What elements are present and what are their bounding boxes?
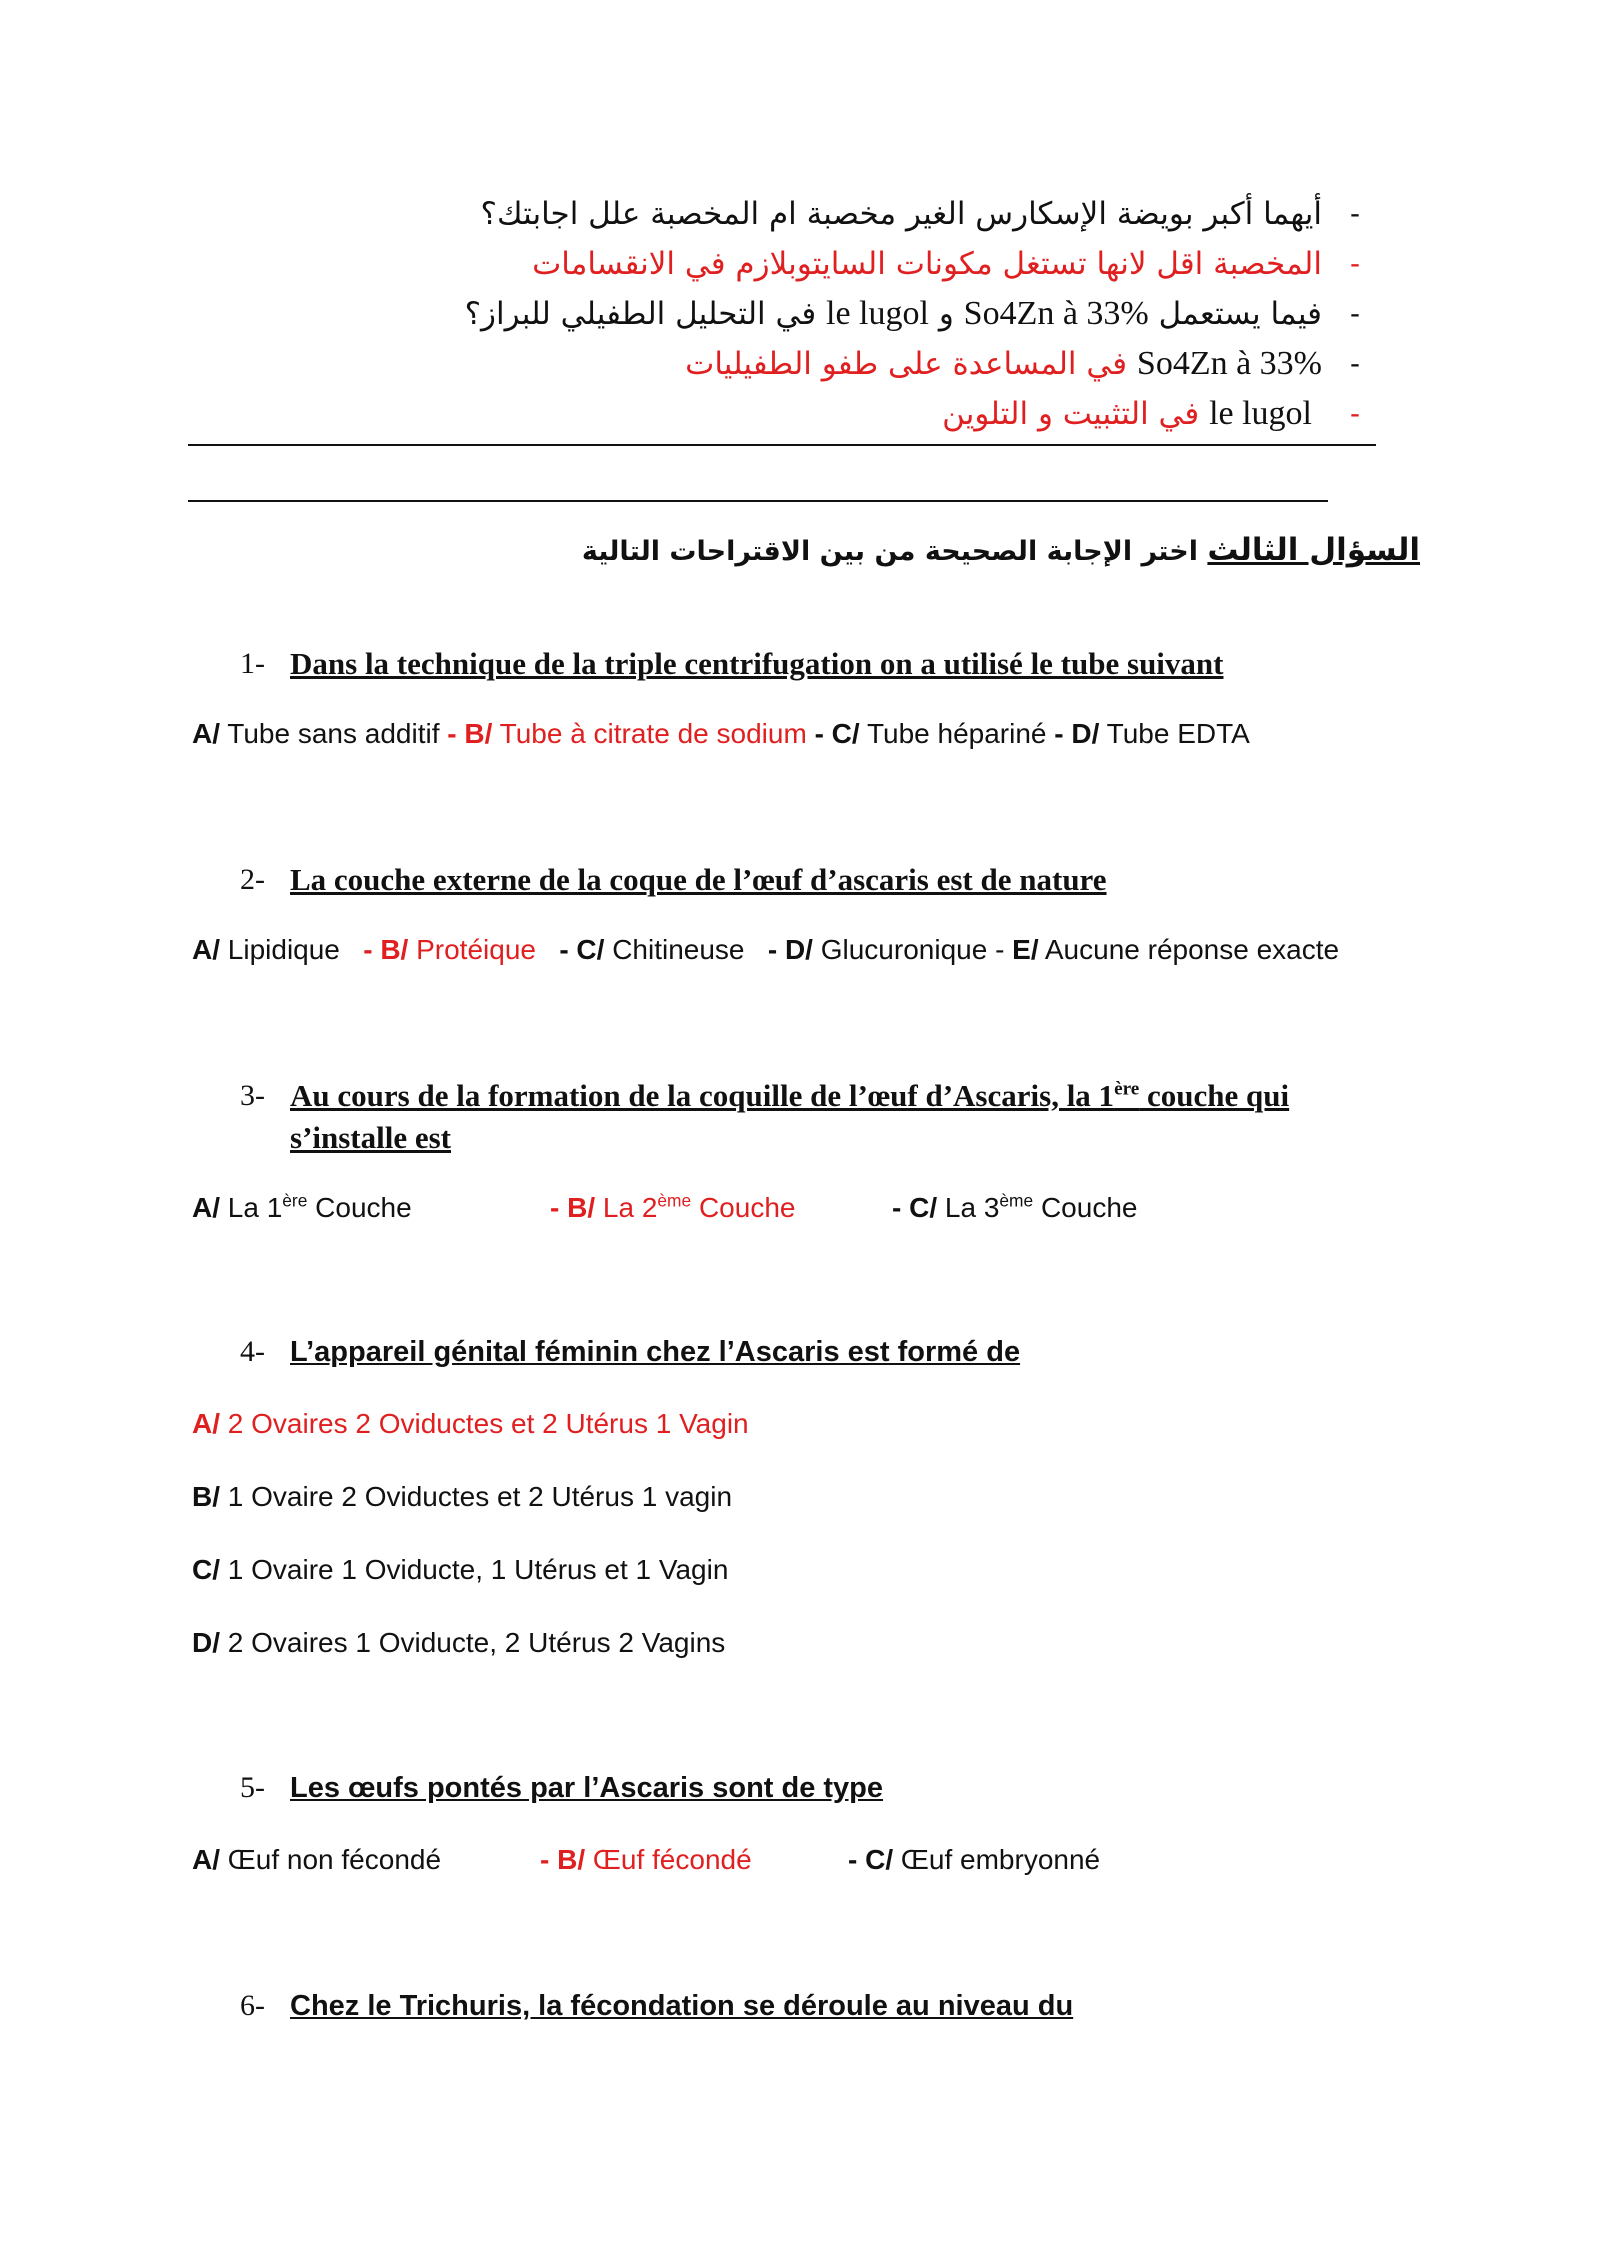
option-letter: - B/ xyxy=(363,934,409,965)
question-4-option-a-correct xyxy=(192,1404,749,1444)
bullet-dash: - xyxy=(1350,297,1360,330)
bullet-dash: - xyxy=(1350,197,1360,230)
superscript: ère xyxy=(282,1190,308,1211)
divider-line xyxy=(188,500,1328,502)
option-text: Glucuronique - xyxy=(812,934,1013,965)
reagent-lugol: le lugol xyxy=(826,295,929,332)
question-4-text: L’appareil génital féminin chez l’Ascaris est formé de xyxy=(290,1336,1021,1368)
arabic-question-2 xyxy=(465,292,1322,336)
question-3-text-line2: s’installe est xyxy=(290,1120,452,1155)
option-letter: - C/ xyxy=(559,934,605,965)
divider-line xyxy=(188,444,1376,446)
option-text: Tube sans additif xyxy=(220,718,448,749)
question-number: 4- xyxy=(240,1335,265,1368)
option-letter: - B/ xyxy=(540,1844,586,1875)
option-text: Œuf fécondé xyxy=(585,1844,752,1875)
option-text: Lipidique xyxy=(220,934,364,965)
reagent-so4zn: So4Zn à 33% xyxy=(963,295,1149,332)
superscript: ère xyxy=(1114,1078,1140,1100)
option-text: La 2 xyxy=(595,1192,658,1223)
question-number: 5- xyxy=(240,1771,265,1804)
section-heading xyxy=(582,528,1420,574)
option-text: Couche xyxy=(1033,1192,1138,1223)
option-letter: - C/ xyxy=(848,1844,894,1875)
arabic-question-1: أيهما أكبر بويضة الإسكارس الغير مخصبة ام المخصبة علل اجابتك؟ xyxy=(480,196,1322,232)
bullet-dash: - xyxy=(1350,347,1360,380)
option-c xyxy=(848,1840,1100,1880)
reagent-lugol: le lugol xyxy=(1209,395,1312,432)
section-instruction: اختر الإجابة الصحيحة من بين الاقتراحات التالية xyxy=(581,536,1198,567)
option-letter: - C/ xyxy=(814,718,860,749)
option-letter: - B/ xyxy=(447,718,493,749)
option-text: Œuf embryonné xyxy=(893,1844,1101,1875)
option-text: Aucune réponse exacte xyxy=(1038,934,1340,965)
option-a xyxy=(192,1840,441,1880)
arabic-answer-2a xyxy=(685,342,1322,386)
option-letter: A/ xyxy=(192,1844,220,1875)
option-text: Couche xyxy=(691,1192,796,1223)
question-1-text: Dans la technique de la triple centrifugation on a utilisé le tube suivant xyxy=(290,646,1224,681)
option-letter: - D/ xyxy=(1054,718,1100,749)
question-number: 3- xyxy=(240,1079,265,1112)
section-title: السؤال الثالث xyxy=(1207,532,1420,568)
question-1-options xyxy=(192,714,1250,754)
option-text: La 3 xyxy=(937,1192,1000,1223)
question-5-text: Les œufs pontés par l’Ascaris sont de type xyxy=(290,1772,884,1804)
option-text: Œuf non fécondé xyxy=(220,1844,442,1875)
option-text: 1 Ovaire 2 Oviductes et 2 Utérus 1 vagin xyxy=(220,1481,733,1512)
option-letter: C/ xyxy=(192,1554,220,1585)
option-letter: A/ xyxy=(192,1408,220,1439)
question-6-text: Chez le Trichuris, la fécondation se déroule au niveau du xyxy=(290,1990,1074,2022)
arabic-answer-2b-text: في التثبيت و التلوين xyxy=(942,396,1200,432)
option-letter: A/ xyxy=(192,934,220,965)
bullet-dash: - xyxy=(1350,397,1360,430)
option-text: 2 Ovaires 2 Oviductes et 2 Utérus 1 Vagin xyxy=(220,1408,749,1439)
question-2-text: La couche externe de la coque de l’œuf d’ascaris est de nature xyxy=(290,862,1107,897)
option-letter: D/ xyxy=(192,1627,220,1658)
option-letter: A/ xyxy=(192,1192,220,1223)
arabic-answer-2b xyxy=(942,392,1312,436)
option-letter: E/ xyxy=(1012,934,1039,965)
option-a xyxy=(192,1188,412,1228)
arabic-q2-part-c: و xyxy=(938,296,954,332)
option-c xyxy=(892,1188,1137,1228)
option-text-correct: Tube à citrate de sodium xyxy=(492,718,815,749)
option-text: 2 Ovaires 1 Oviducte, 2 Utérus 2 Vagins xyxy=(220,1627,726,1658)
question-number: 6- xyxy=(240,1989,265,2022)
option-text: Couche xyxy=(307,1192,412,1223)
arabic-answer-2a-text: في المساعدة على طفو الطفيليات xyxy=(685,346,1128,382)
question-number: 1- xyxy=(240,647,265,680)
option-text: Tube EDTA xyxy=(1099,718,1250,749)
question-3-text-b: couche qui xyxy=(1139,1078,1290,1113)
bullet-dash: - xyxy=(1350,247,1360,280)
arabic-q2-part-a: فيما يستعمل xyxy=(1158,296,1322,332)
option-text: Tube hépariné xyxy=(859,718,1055,749)
question-4-option-c xyxy=(192,1550,728,1590)
option-letter: - D/ xyxy=(767,934,813,965)
option-text: 1 Ovaire 1 Oviducte, 1 Utérus et 1 Vagin xyxy=(220,1554,729,1585)
reagent-so4zn: So4Zn à 33% xyxy=(1136,345,1322,382)
question-3-text xyxy=(290,1076,1289,1116)
superscript: ème xyxy=(657,1190,692,1211)
question-3-text-a: Au cours de la formation de la coquille de l’œuf d’Ascaris, la 1 xyxy=(290,1078,1115,1113)
question-number: 2- xyxy=(240,863,265,896)
option-text: Chitineuse xyxy=(604,934,768,965)
option-letter: A/ xyxy=(192,718,220,749)
option-b-correct xyxy=(550,1188,795,1228)
question-4-option-d xyxy=(192,1623,725,1663)
question-2-options xyxy=(192,930,1339,970)
arabic-answer-1: المخصبة اقل لانها تستغل مكونات السايتوبلازم في الانقسامات xyxy=(532,246,1322,282)
option-letter: B/ xyxy=(192,1481,220,1512)
superscript: ème xyxy=(999,1190,1034,1211)
option-letter: - C/ xyxy=(892,1192,938,1223)
option-letter: - B/ xyxy=(550,1192,596,1223)
arabic-q2-part-e: في التحليل الطفيلي للبراز؟ xyxy=(464,296,817,332)
option-text: La 1 xyxy=(220,1192,283,1223)
option-b-correct xyxy=(540,1840,752,1880)
question-4-option-b xyxy=(192,1477,732,1517)
option-text-correct: Protéique xyxy=(408,934,560,965)
